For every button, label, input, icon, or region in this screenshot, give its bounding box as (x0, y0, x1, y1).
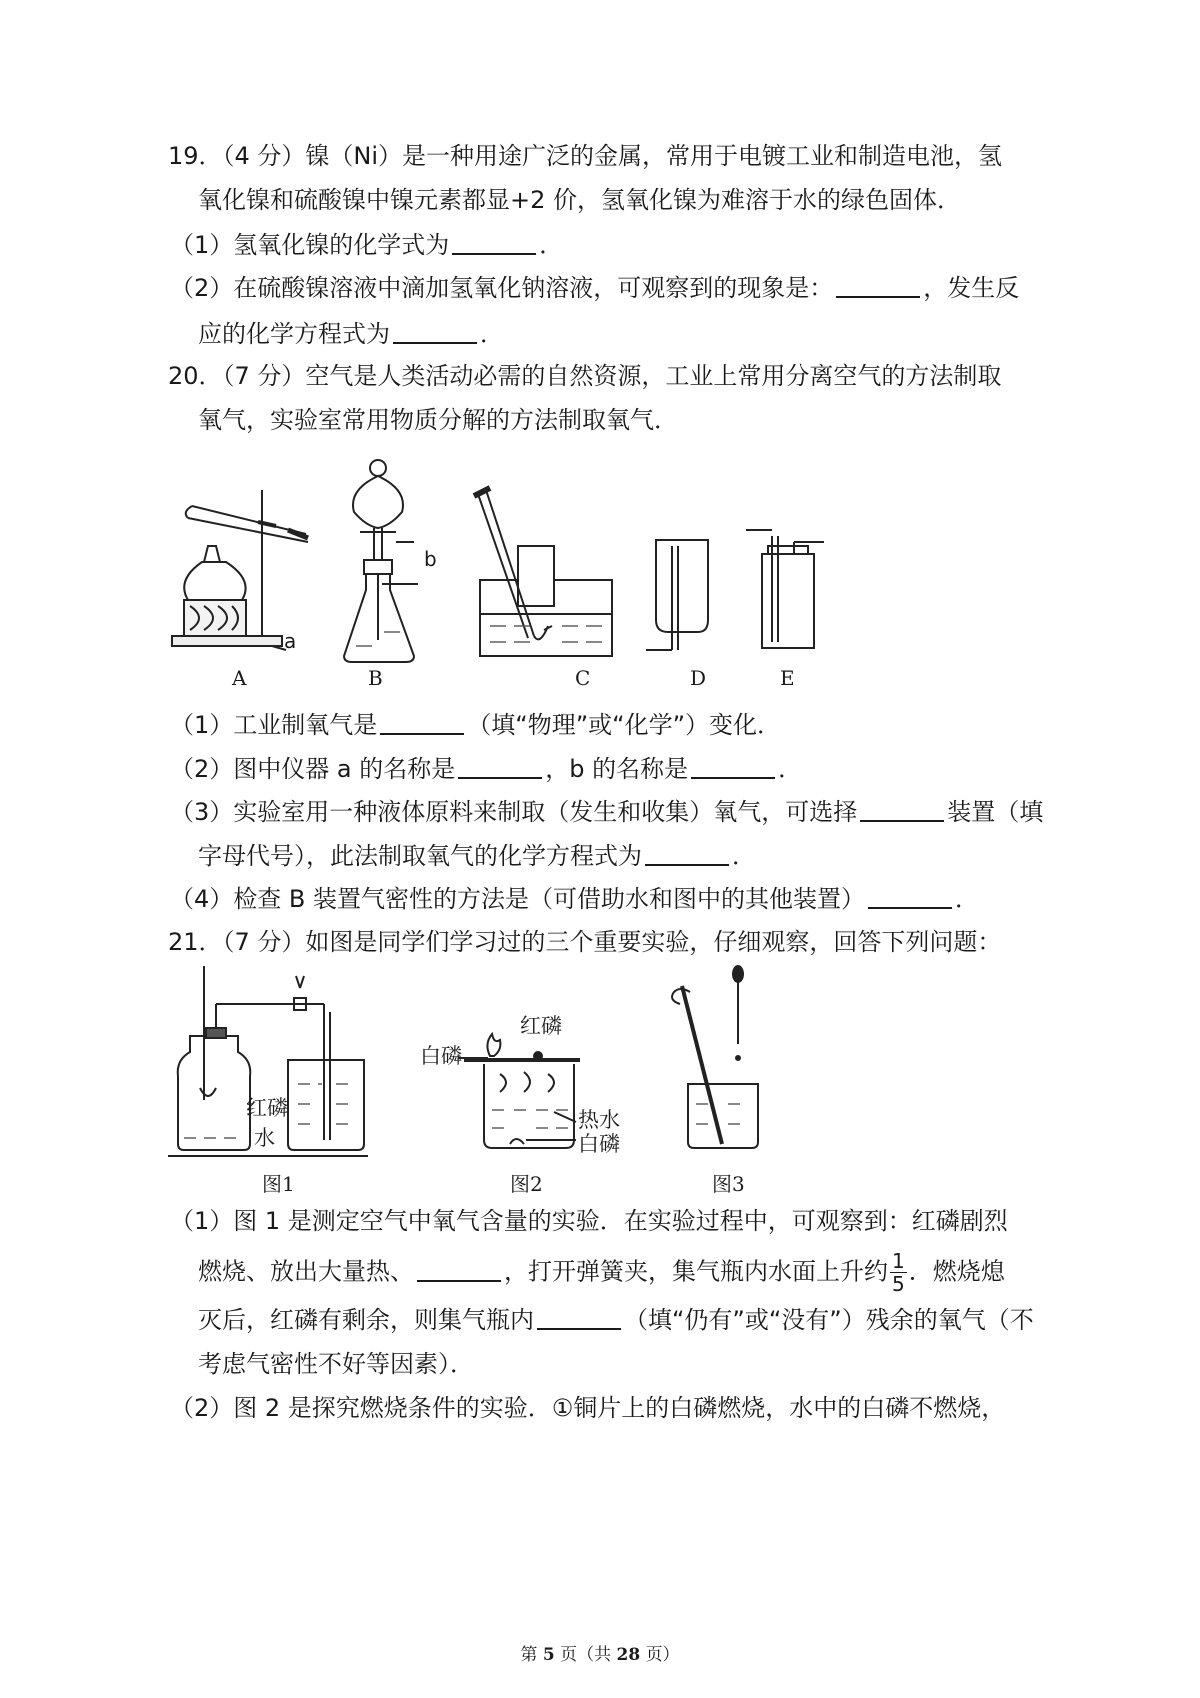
q19-part1-text: （1）氢氧化镍的化学式为 (170, 231, 450, 259)
q20-part3-cont: 装置（填 (947, 798, 1044, 826)
answer-blank[interactable] (691, 755, 775, 779)
q19-part2-eq-text: 应的化学方程式为 (198, 320, 390, 348)
q20-part2 (170, 753, 802, 785)
q21-part2-line1: （2）图 2 是探究燃烧条件的实验．①铜片上的白磷燃烧，水中的白磷不燃烧， (170, 1394, 1006, 1422)
q21-part1-text: 燃烧、放出大量热、 (198, 1257, 414, 1286)
fig2-white-phosphorus-top-label: 白磷 (420, 1044, 462, 1068)
label-b: b (424, 547, 437, 571)
fig-label-a: A (232, 666, 247, 690)
fig2-white-phosphorus-bottom-label: 白磷 (578, 1132, 620, 1156)
q20-part3-text: （3）实验室用一种液体原料来制取（发生和收集）氧气，可选择 (170, 798, 858, 826)
footer-post: 页） (645, 1645, 680, 1665)
answer-blank[interactable] (645, 842, 729, 866)
q20-apparatus-figure (168, 450, 848, 700)
fig-label-c: C (575, 666, 591, 690)
q19-stem-line1: 19．（4 分）镍（Ni）是一种用途广泛的金属，常用于电镀工业和制造电池，氢 (168, 142, 1003, 170)
footer-page-number: 5 (542, 1645, 555, 1665)
fig2-red-phosphorus-label: 红磷 (520, 1014, 562, 1038)
fig-label-d: D (690, 666, 707, 690)
q19-part1-end: ． (539, 231, 564, 259)
q20-part3-line1 (170, 796, 1043, 828)
answer-blank[interactable] (860, 798, 944, 822)
q21-part1-line4: 考虑气密性不好等因素）． (198, 1350, 474, 1378)
q20-part2-mid: ，b 的名称是 (545, 755, 689, 783)
q19-part2-line2 (198, 318, 504, 350)
fig3-caption: 图3 (712, 1172, 745, 1196)
q20-stem-line2: 氧气，实验室常用物质分解的方法制取氧气． (198, 406, 678, 434)
q20-part1 (170, 709, 781, 741)
fig-label-b: B (368, 666, 383, 690)
q20-part3-line2 (198, 840, 756, 872)
answer-blank[interactable] (836, 274, 920, 298)
q20-part1-text: （1）工业制氧气是 (170, 711, 378, 739)
answer-blank[interactable] (458, 755, 542, 779)
q20-part3-end: ． (732, 842, 756, 870)
q21-part1-line2 (198, 1250, 1005, 1295)
answer-blank[interactable] (537, 1306, 621, 1330)
footer-pre: 第 (520, 1645, 538, 1665)
q21-part1-text2: 灭后，红磷有剩余，则集气瓶内 (198, 1306, 534, 1334)
q21-part1-cont2: ．燃烧熄 (908, 1257, 1005, 1286)
q19-part2-text: （2）在硫酸镍溶液中滴加氢氧化钠溶液，可观察到的现象是： (170, 274, 834, 302)
fig1-red-phosphorus-label: 红磷 (246, 1096, 288, 1120)
answer-blank[interactable] (452, 231, 536, 255)
fig-label-e: E (780, 666, 795, 690)
q20-part4-text: （4）检查 B 装置气密性的方法是（可借助水和图中的其他装置） (170, 885, 865, 913)
q20-stem-line1: 20．（7 分）空气是人类活动必需的自然资源，工业上常用分离空气的方法制取 (168, 362, 1002, 390)
page-footer (0, 1640, 1200, 1665)
answer-blank[interactable] (393, 320, 477, 344)
fig1-water-label: 水 (254, 1126, 275, 1150)
q20-part2-end: ． (778, 755, 803, 783)
q20-part1-end: （填“物理”或“化学”）变化． (467, 711, 782, 739)
fraction-numerator: 1 (892, 1249, 905, 1273)
q21-part1-line1: （1）图 1 是测定空气中氧气含量的实验．在实验过程中，可观察到：红磷剧烈 (170, 1207, 1008, 1235)
q20-part2-text: （2）图中仪器 a 的名称是 (170, 755, 456, 783)
answer-blank[interactable] (868, 885, 952, 909)
q19-part2-line1 (170, 272, 1019, 304)
q21-part1-line3 (198, 1304, 1034, 1336)
label-a: a (284, 629, 297, 653)
answer-blank[interactable] (380, 711, 464, 735)
q20-part4-end: ． (955, 885, 979, 913)
q21-part1-cont3: （填“仍有”或“没有”）残余的氧气（不 (624, 1306, 1034, 1334)
q19-part1 (170, 229, 563, 261)
q20-part4 (170, 883, 979, 915)
answer-blank[interactable] (417, 1258, 501, 1282)
fig1-caption: 图1 (262, 1172, 295, 1196)
q21-stem: 21．（7 分）如图是同学们学习过的三个重要实验，仔细观察，回答下列问题： (168, 928, 1002, 956)
q20-part3-eq-text: 字母代号），此法制取氧气的化学方程式为 (198, 842, 642, 870)
fig2-caption: 图2 (510, 1172, 543, 1196)
fig2-hot-water-label: 热水 (578, 1108, 620, 1132)
fraction-denominator: 5 (892, 1272, 905, 1296)
q19-stem-line2: 氧化镍和硫酸镍中镍元素都显+2 价，氢氧化镍为难溶于水的绿色固体． (198, 186, 962, 214)
q21-part1-cont: ，打开弹簧夹，集气瓶内水面上升约 (504, 1257, 888, 1286)
footer-mid: 页（共 (560, 1645, 612, 1665)
fraction-one-fifth (890, 1250, 907, 1295)
q19-part2-cont: ，发生反 (923, 274, 1020, 302)
footer-total-pages: 28 (616, 1645, 641, 1665)
q19-part2-end: ． (480, 320, 504, 348)
